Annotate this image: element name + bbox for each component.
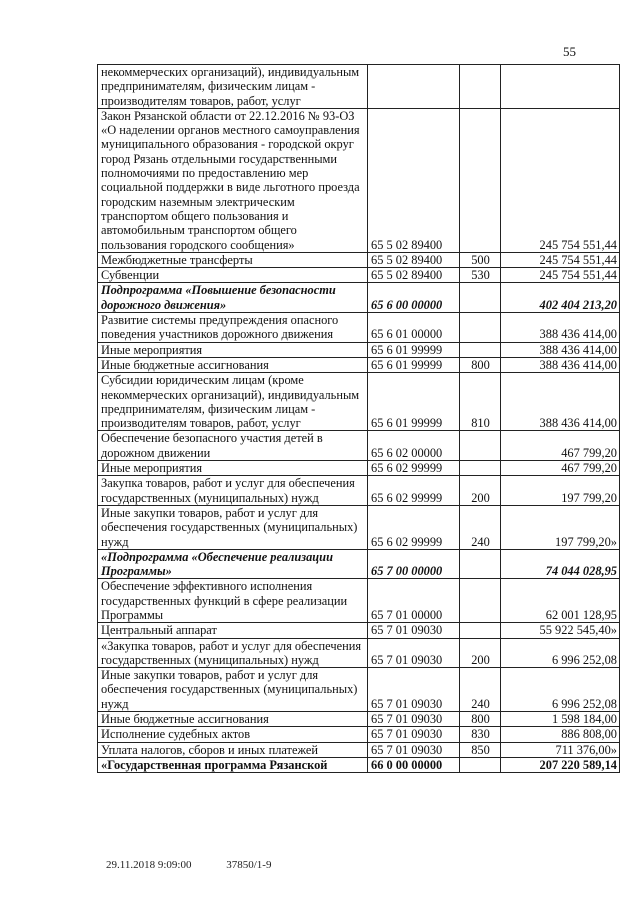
cell-name: Обеспечение безопасного участия детей в дорожном движении bbox=[98, 431, 368, 461]
table-row bbox=[98, 65, 620, 109]
cell-name: Иные закупки товаров, работ и услуг для обеспечения государственных (муниципальных) нужд bbox=[98, 668, 368, 712]
table-row bbox=[98, 727, 620, 742]
cell-name: Иные мероприятия bbox=[98, 461, 368, 476]
cell-vr bbox=[460, 431, 501, 461]
table-row bbox=[98, 638, 620, 668]
cell-vr: 800 bbox=[460, 357, 501, 372]
cell-sum: 197 799,20» bbox=[501, 505, 620, 549]
cell-csr: 65 7 01 09030 bbox=[368, 742, 460, 757]
table-row bbox=[98, 373, 620, 431]
cell-sum: 55 922 545,40» bbox=[501, 623, 620, 638]
cell-name: Межбюджетные трансферты bbox=[98, 252, 368, 267]
footer-doc-code: 37850/1-9 bbox=[226, 859, 272, 871]
cell-vr bbox=[460, 283, 501, 313]
cell-name: Исполнение судебных актов bbox=[98, 727, 368, 742]
cell-csr: 65 7 01 00000 bbox=[368, 579, 460, 623]
cell-sum: 388 436 414,00 bbox=[501, 342, 620, 357]
cell-sum: 245 754 551,44 bbox=[501, 108, 620, 252]
cell-csr: 65 6 01 99999 bbox=[368, 373, 460, 431]
table-row bbox=[98, 461, 620, 476]
cell-vr: 500 bbox=[460, 252, 501, 267]
cell-csr: 65 6 01 99999 bbox=[368, 357, 460, 372]
cell-name: Иные мероприятия bbox=[98, 342, 368, 357]
table-row bbox=[98, 268, 620, 283]
cell-csr: 65 6 01 99999 bbox=[368, 342, 460, 357]
table-row bbox=[98, 313, 620, 343]
cell-vr bbox=[460, 549, 501, 579]
cell-vr: 240 bbox=[460, 668, 501, 712]
table-row bbox=[98, 476, 620, 506]
cell-sum: 6 996 252,08 bbox=[501, 668, 620, 712]
cell-csr: 65 7 01 09030 bbox=[368, 623, 460, 638]
table-row bbox=[98, 742, 620, 757]
table-row bbox=[98, 252, 620, 267]
cell-sum: 388 436 414,00 bbox=[501, 357, 620, 372]
cell-sum: 62 001 128,95 bbox=[501, 579, 620, 623]
cell-name: Субвенции bbox=[98, 268, 368, 283]
cell-sum: 197 799,20 bbox=[501, 476, 620, 506]
cell-sum: 1 598 184,00 bbox=[501, 712, 620, 727]
table-row bbox=[98, 357, 620, 372]
cell-vr: 240 bbox=[460, 505, 501, 549]
cell-name: «Государственная программа Рязанской bbox=[98, 757, 368, 772]
table-row bbox=[98, 108, 620, 252]
table-row bbox=[98, 668, 620, 712]
cell-vr bbox=[460, 461, 501, 476]
cell-vr bbox=[460, 757, 501, 772]
cell-sum: 402 404 213,20 bbox=[501, 283, 620, 313]
cell-csr: 65 7 01 09030 bbox=[368, 638, 460, 668]
cell-vr bbox=[460, 342, 501, 357]
cell-name: «Закупка товаров, работ и услуг для обеспечения государственных (муниципальных) нужд bbox=[98, 638, 368, 668]
cell-vr bbox=[460, 623, 501, 638]
table-row bbox=[98, 505, 620, 549]
cell-name: Иные закупки товаров, работ и услуг для обеспечения государственных (муниципальных) нужд bbox=[98, 505, 368, 549]
cell-csr: 65 5 02 89400 bbox=[368, 268, 460, 283]
cell-sum: 467 799,20 bbox=[501, 431, 620, 461]
table-row bbox=[98, 283, 620, 313]
cell-name: Закон Рязанской области от 22.12.2016 № 93-ОЗ «О наделении органов местного самоуправления муниципального образования - городской округ город Рязань отдельными государственными полномочиями по предоставлению мер социальной поддержки в виде льготного проезда городским наземным электрическим транспортом общего пользования и автомобильным транспортом общего пользования городского сообщения» bbox=[98, 108, 368, 252]
footer-datetime: 29.11.2018 9:09:00 bbox=[106, 859, 192, 871]
page-number: 55 bbox=[563, 44, 576, 59]
table-row bbox=[98, 712, 620, 727]
table-row bbox=[98, 623, 620, 638]
budget-table-body bbox=[98, 65, 620, 773]
cell-vr bbox=[460, 579, 501, 623]
cell-csr bbox=[368, 65, 460, 109]
cell-sum: 388 436 414,00 bbox=[501, 313, 620, 343]
cell-vr: 830 bbox=[460, 727, 501, 742]
cell-name: Иные бюджетные ассигнования bbox=[98, 357, 368, 372]
cell-csr: 65 5 02 89400 bbox=[368, 108, 460, 252]
table-row bbox=[98, 549, 620, 579]
cell-csr: 65 7 00 00000 bbox=[368, 549, 460, 579]
cell-vr bbox=[460, 65, 501, 109]
cell-vr: 850 bbox=[460, 742, 501, 757]
cell-name: «Подпрограмма «Обеспечение реализации Программы» bbox=[98, 549, 368, 579]
table-row bbox=[98, 579, 620, 623]
cell-csr: 65 7 01 09030 bbox=[368, 712, 460, 727]
cell-vr: 810 bbox=[460, 373, 501, 431]
cell-csr: 65 7 01 09030 bbox=[368, 727, 460, 742]
table-row bbox=[98, 431, 620, 461]
cell-sum: 245 754 551,44 bbox=[501, 252, 620, 267]
cell-vr: 200 bbox=[460, 638, 501, 668]
cell-sum: 207 220 589,14 bbox=[501, 757, 620, 772]
cell-csr: 65 6 01 00000 bbox=[368, 313, 460, 343]
cell-csr: 65 7 01 09030 bbox=[368, 668, 460, 712]
cell-name: некоммерческих организаций), индивидуальным предпринимателям, физическим лицам - производителям товаров, работ, услуг bbox=[98, 65, 368, 109]
cell-sum: 388 436 414,00 bbox=[501, 373, 620, 431]
cell-csr: 66 0 00 00000 bbox=[368, 757, 460, 772]
cell-vr bbox=[460, 108, 501, 252]
cell-vr: 800 bbox=[460, 712, 501, 727]
table-row bbox=[98, 757, 620, 772]
cell-csr: 65 6 02 00000 bbox=[368, 431, 460, 461]
cell-name: Подпрограмма «Повышение безопасности дорожного движения» bbox=[98, 283, 368, 313]
cell-sum: 711 376,00» bbox=[501, 742, 620, 757]
cell-csr: 65 6 00 00000 bbox=[368, 283, 460, 313]
cell-name: Развитие системы предупреждения опасного поведения участников дорожного движения bbox=[98, 313, 368, 343]
cell-csr: 65 5 02 89400 bbox=[368, 252, 460, 267]
cell-sum: 467 799,20 bbox=[501, 461, 620, 476]
cell-sum bbox=[501, 65, 620, 109]
cell-vr: 530 bbox=[460, 268, 501, 283]
cell-name: Уплата налогов, сборов и иных платежей bbox=[98, 742, 368, 757]
cell-name: Закупка товаров, работ и услуг для обеспечения государственных (муниципальных) нужд bbox=[98, 476, 368, 506]
cell-csr: 65 6 02 99999 bbox=[368, 505, 460, 549]
table-row bbox=[98, 342, 620, 357]
cell-name: Обеспечение эффективного исполнения государственных функций в сфере реализации Программы bbox=[98, 579, 368, 623]
cell-name: Субсидии юридическим лицам (кроме некоммерческих организаций), индивидуальным предпринимателям, физическим лицам - производителям товаров, работ, услуг bbox=[98, 373, 368, 431]
cell-sum: 74 044 028,95 bbox=[501, 549, 620, 579]
cell-sum: 6 996 252,08 bbox=[501, 638, 620, 668]
cell-csr: 65 6 02 99999 bbox=[368, 476, 460, 506]
cell-vr bbox=[460, 313, 501, 343]
cell-vr: 200 bbox=[460, 476, 501, 506]
cell-csr: 65 6 02 99999 bbox=[368, 461, 460, 476]
footer bbox=[106, 859, 271, 871]
cell-sum: 245 754 551,44 bbox=[501, 268, 620, 283]
cell-name: Иные бюджетные ассигнования bbox=[98, 712, 368, 727]
cell-name: Центральный аппарат bbox=[98, 623, 368, 638]
budget-table bbox=[97, 64, 620, 773]
cell-sum: 886 808,00 bbox=[501, 727, 620, 742]
